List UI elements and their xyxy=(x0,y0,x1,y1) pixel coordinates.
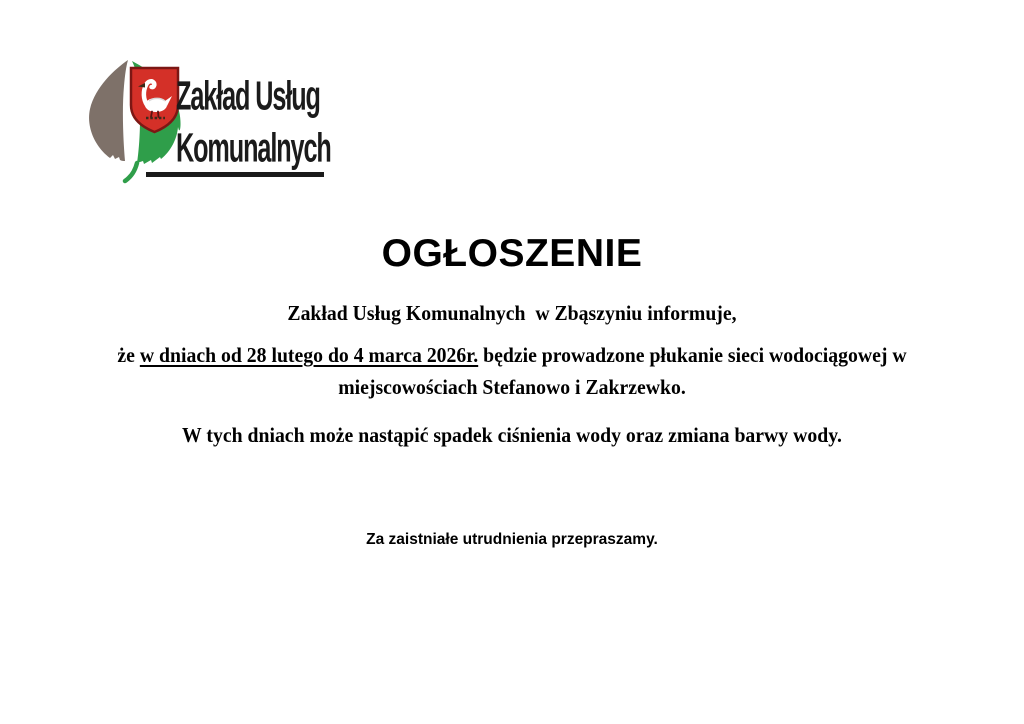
zuk-logo xyxy=(0,0,340,190)
announcement-warning-line: W tych dniach może nastąpić spadek ciśnienia wody oraz zmiana barwy wody. xyxy=(182,423,842,447)
dates-line-prefix: że xyxy=(117,343,140,367)
logo-underline-rule xyxy=(146,172,324,177)
announcement-dates-line xyxy=(31,343,994,368)
apology-note: Za zaistniałe utrudnienia przepraszamy. xyxy=(366,531,658,548)
announcement-locations-line: miejscowościach Stefanowo i Zakrzewko. xyxy=(338,375,686,399)
leaf-left-half-icon xyxy=(89,60,128,161)
dates-line-suffix: będzie prowadzone płukanie sieci wodociągowej w xyxy=(478,343,907,367)
page-title: OGŁOSZENIE xyxy=(381,232,643,275)
announcement-intro-line: Zakład Usług Komunalnych w Zbąszyniu informuje, xyxy=(287,301,737,325)
dates-underlined-range: w dniach od 28 lutego do 4 marca 2026r. xyxy=(139,343,479,367)
leaf-stem-icon xyxy=(125,163,137,181)
logo-wordmark-line1: Zakład Usług xyxy=(176,73,320,119)
logo-wordmark-line2: Komunalnych xyxy=(176,125,331,171)
logo-wordmark xyxy=(176,70,331,174)
